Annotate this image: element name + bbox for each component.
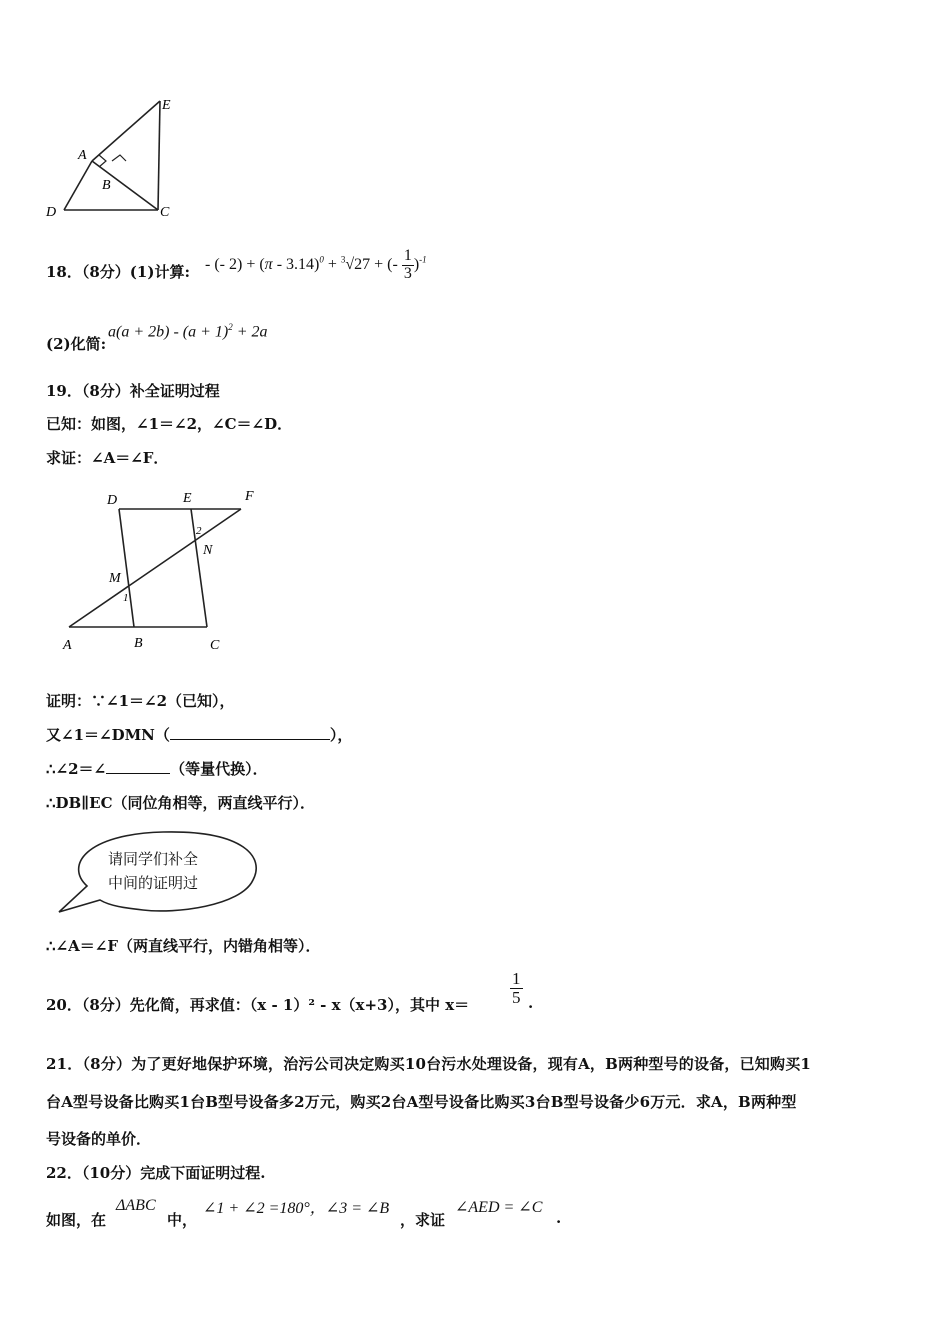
q18-expression-2: $a(a + 2b) - (a + 1)^2 + 2a$ <box>108 322 268 341</box>
q19-given: 已知：如图，∠1＝∠2，∠C＝∠D． <box>46 415 293 433</box>
q19-prove: 求证：∠A＝∠F． <box>46 449 169 467</box>
q22-mid: 中， <box>167 1211 198 1229</box>
q22-title: 22．（10分）完成下面证明过程. <box>46 1164 266 1182</box>
fig1-label-a: A <box>78 148 87 163</box>
q22-goal: ∠AED = ∠C <box>455 1199 543 1216</box>
q18-label: 18．（8分）(1)计算: <box>46 263 190 281</box>
fig2-label-e: E <box>183 491 192 506</box>
q21-line-2: 台A型号设备比购买1台B型号设备多2万元，购买2台A型号设备比购买3台B型号设备少6万元．求A，B两种型 <box>46 1093 797 1111</box>
figure-triangle-dce <box>40 95 190 230</box>
q19-line3-suffix: （等量代换）． <box>170 760 268 778</box>
q22-pre: 如图，在 <box>46 1211 107 1229</box>
answer-blank-angle[interactable] <box>106 759 170 774</box>
q19-proof-line-2 <box>46 724 352 745</box>
figure-parallel-lines <box>55 482 275 662</box>
fig2-label-b: B <box>134 636 143 651</box>
speech-bubble-text <box>108 847 198 895</box>
q21-line-3: 号设备的单价． <box>46 1130 152 1148</box>
fig2-label-d: D <box>107 493 118 508</box>
q19-proof-line-3 <box>46 758 268 779</box>
q19-proof-line-1: 证明：∵∠1＝∠2（已知）， <box>46 692 235 710</box>
q18-part2-label: (2)化简: <box>46 335 107 353</box>
segment-da <box>64 161 92 210</box>
bubble-line-1: 请同学们补全 <box>108 850 199 868</box>
right-angle-mark-a <box>99 155 106 167</box>
fig1-label-c: C <box>160 205 170 220</box>
fig2-label-m: M <box>109 571 121 586</box>
q19-line3-prefix: ∴∠2＝∠ <box>46 760 107 778</box>
q22-triangle: ΔABC <box>116 1197 156 1214</box>
segment-db <box>119 509 134 627</box>
q22-end: . <box>556 1209 562 1227</box>
q19-proof-conclusion: ∴∠A＝∠F（两直线平行，内错角相等）． <box>46 937 321 955</box>
segment-ae <box>92 101 160 161</box>
segment-af <box>69 509 241 627</box>
q18-expression-1: - (- 2) + (π - 3.14)$^0$ + $^3$√27 + (- $\frac{1}{3}$ )$^{-1}$ <box>205 247 427 282</box>
fig2-label-a: A <box>63 638 72 653</box>
fig2-label-c: C <box>210 638 220 653</box>
q20-denominator: 5 <box>512 987 521 1007</box>
q20-question: 20．（8分）先化简，再求值：（x - 1）² - x（x+3），其中 x＝ <box>46 996 470 1014</box>
fig2-label-n: N <box>203 543 213 558</box>
q20-end: . <box>528 994 534 1012</box>
q22-request: ，求证 <box>400 1211 446 1229</box>
fig1-label-b: B <box>102 178 111 193</box>
bubble-line-2: 中间的证明过 <box>108 874 199 892</box>
fig2-label-1: 1 <box>123 592 129 604</box>
q20-text <box>46 994 469 1015</box>
q19-proof-line-4: ∴DB∥EC（同位角相等，两直线平行）． <box>46 794 316 812</box>
q20-numerator: 1 <box>512 969 521 988</box>
right-angle-mark-b <box>112 155 126 161</box>
answer-blank-reason[interactable] <box>170 725 330 740</box>
segment-ce <box>158 101 160 210</box>
q20-fraction <box>510 970 523 1007</box>
fig1-label-d: D <box>46 205 57 220</box>
q19-line2-suffix: ）， <box>329 726 353 744</box>
q22-condition: ∠1 + ∠2 =180°，∠3 = ∠B <box>203 1200 390 1217</box>
fig1-label-e: E <box>162 98 171 113</box>
q19-line2-prefix: 又∠1＝∠DMN（ <box>46 726 170 744</box>
fig2-label-2: 2 <box>196 525 202 537</box>
fig2-label-f: F <box>245 489 254 504</box>
q21-line-1: 21．（8分）为了更好地保护环境，治污公司决定购买10台污水处理设备，现有A，B两种型号的设备，已知购买1 <box>46 1055 812 1073</box>
q19-title: 19．（8分）补全证明过程 <box>46 382 220 400</box>
